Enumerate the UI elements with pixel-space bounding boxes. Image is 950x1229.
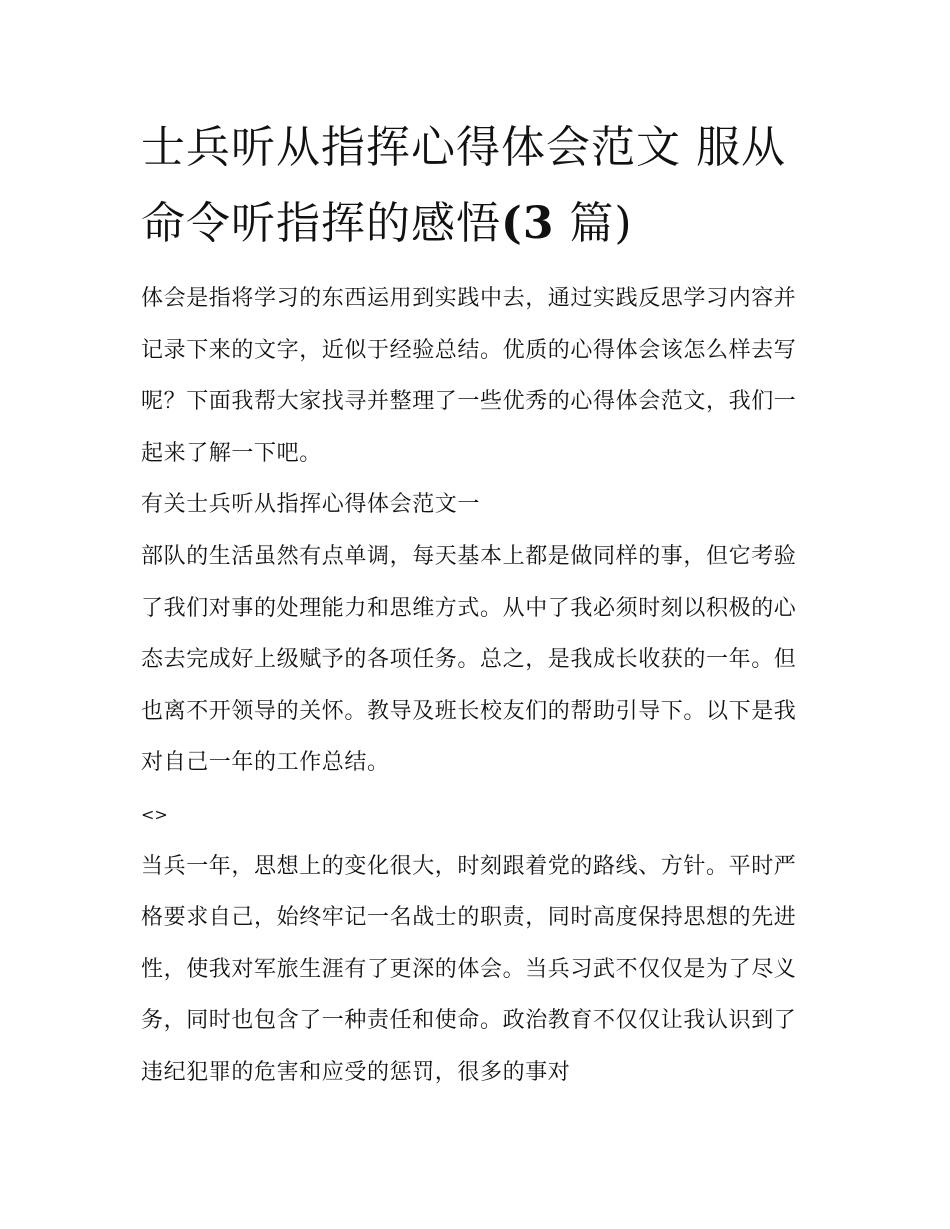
section-heading: 有关士兵听从指挥心得体会范文一: [141, 492, 481, 518]
document-title: [141, 110, 813, 262]
title-suffix-text: 篇): [554, 198, 633, 249]
body-paragraph-1: 部队的生活虽然有点单调，每天基本上都是做同样的事，但它考验了我们对事的处理能力和思维方式。从中了我必须时刻以积极的心态去完成好上级赋予的各项任务。总之，是我成长收获的一年。但也离不开领导的关怀。教导及班长校友们的帮助引导下。以下是我对自己一年的工作总结。: [141, 543, 797, 776]
document-page: [141, 110, 813, 1099]
intro-paragraph: 体会是指将学习的东西运用到实践中去，通过实践反思学习内容并记录下来的文字，近似于经验总结。优质的心得体会该怎么样去写呢？下面我帮大家找寻并整理了一些优秀的心得体会范文，我们一起来了解一下吧。: [141, 286, 797, 466]
marker-text: <>: [141, 804, 168, 824]
title-main-text: 士兵听从指挥心得体会范文 服从命令听指挥的感悟: [141, 122, 786, 249]
title-count-text: (3: [501, 198, 555, 249]
body-paragraph-2: 当兵一年，思想上的变化很大，时刻跟着党的路线、方针。平时严格要求自己，始终牢记一名战士的职责，同时高度保持思想的先进性，使我对军旅生涯有了更深的体会。当兵习武不仅仅是为了尽义务，同时也包含了一种责任和使命。政治教育不仅仅让我认识到了违纪犯罪的危害和应受的惩罚，很多的事对: [141, 853, 797, 1085]
